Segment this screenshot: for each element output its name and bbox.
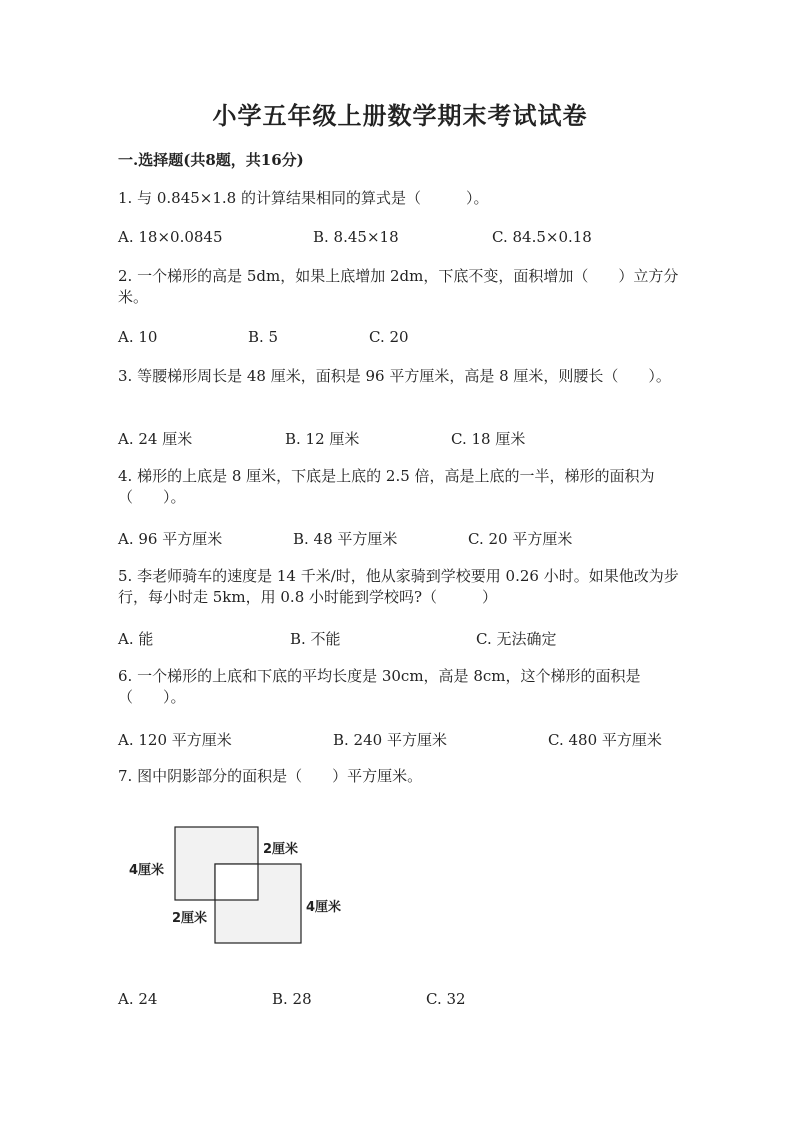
q7-option-a[interactable]: A. 24 bbox=[118, 990, 158, 1008]
page-title: 小学五年级上册数学期末考试试卷 bbox=[212, 101, 588, 130]
q6-option-c[interactable]: C. 480 平方厘米 bbox=[548, 731, 662, 749]
q2-option-c[interactable]: C. 20 bbox=[369, 328, 409, 346]
q7-option-b[interactable]: B. 28 bbox=[272, 990, 312, 1008]
label-top-right-2cm: 2厘米 bbox=[263, 842, 299, 857]
q2-option-b[interactable]: B. 5 bbox=[248, 328, 279, 346]
label-right-4cm: 4厘米 bbox=[306, 900, 342, 915]
q7-option-c[interactable]: C. 32 bbox=[426, 990, 466, 1008]
label-left-4cm: 4厘米 bbox=[129, 863, 165, 878]
overlap-square-unshaded bbox=[215, 864, 258, 900]
q4-option-a[interactable]: A. 96 平方厘米 bbox=[118, 530, 223, 548]
q6-option-a[interactable]: A. 120 平方厘米 bbox=[118, 731, 232, 749]
q1-option-a[interactable]: A. 18×0.0845 bbox=[118, 228, 223, 246]
question-1: 1. 与 0.845×1.8 的计算结果相同的算式是（ ）。 bbox=[118, 189, 489, 207]
q6-option-b[interactable]: B. 240 平方厘米 bbox=[333, 731, 447, 749]
question-3: 3. 等腰梯形周长是 48 厘米，面积是 96 平方厘米，高是 8 厘米，则腰长（ ）。 bbox=[118, 367, 671, 385]
q1-option-b[interactable]: B. 8.45×18 bbox=[313, 228, 399, 246]
question-6: 6. 一个梯形的上底和下底的平均长度是 30cm，高是 8cm，这个梯形的面积是（ ）。 bbox=[118, 667, 641, 706]
q3-option-a[interactable]: A. 24 厘米 bbox=[118, 430, 193, 448]
q1-option-c[interactable]: C. 84.5×0.18 bbox=[492, 228, 592, 246]
q3-option-c[interactable]: C. 18 厘米 bbox=[451, 430, 526, 448]
q4-option-b[interactable]: B. 48 平方厘米 bbox=[293, 530, 398, 548]
section-heading: 一.选择题(共8题，共16分) bbox=[118, 151, 304, 169]
q3-option-b[interactable]: B. 12 厘米 bbox=[285, 430, 360, 448]
question-7: 7. 图中阴影部分的面积是（ ）平方厘米。 bbox=[118, 767, 423, 785]
question-5: 5. 李老师骑车的速度是 14 千米/时，他从家骑到学校要用 0.26 小时。如果他改为步行，每小时走 5km，用 0.8 小时能到学校吗?（ ） bbox=[118, 567, 679, 606]
label-bottom-left-2cm: 2厘米 bbox=[172, 911, 208, 926]
q4-option-c[interactable]: C. 20 平方厘米 bbox=[468, 530, 573, 548]
overlapping-squares-figure bbox=[120, 815, 360, 955]
q5-option-a[interactable]: A. 能 bbox=[118, 630, 154, 648]
q5-option-c[interactable]: C. 无法确定 bbox=[476, 630, 557, 648]
q5-option-b[interactable]: B. 不能 bbox=[290, 630, 341, 648]
question-2: 2. 一个梯形的高是 5dm，如果上底增加 2dm，下底不变，面积增加（ ）立方分米。 bbox=[118, 267, 679, 306]
q2-option-a[interactable]: A. 10 bbox=[118, 328, 158, 346]
question-4: 4. 梯形的上底是 8 厘米，下底是上底的 2.5 倍，高是上底的一半，梯形的面积为（ ）。 bbox=[118, 467, 655, 506]
